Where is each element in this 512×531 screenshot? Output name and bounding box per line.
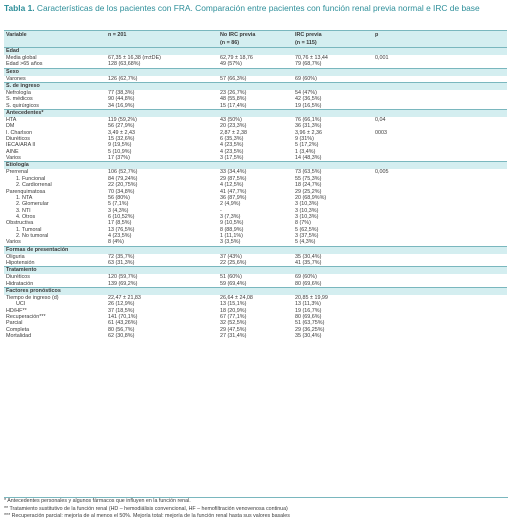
table-cell: 34 (16,9%) bbox=[108, 102, 135, 109]
column-header bbox=[106, 31, 218, 48]
row-label: Edad >65 años bbox=[6, 61, 43, 68]
row-label: S. quirúrgicos bbox=[6, 102, 39, 109]
table-cell: 19 (16,5%) bbox=[295, 102, 322, 109]
row-label: Diuréticos bbox=[6, 274, 30, 281]
section-heading: Sexo bbox=[4, 68, 507, 76]
table-cell: 3 (10,3%) bbox=[295, 201, 319, 208]
table-cell: 37 (18,5%) bbox=[108, 307, 135, 314]
table-cell: 9 (19,5%) bbox=[108, 142, 132, 149]
table-cell: 3,49 ± 2,43 bbox=[108, 129, 135, 136]
table-cell: 5 (10,9%) bbox=[108, 148, 132, 155]
table-cell: 29 (36,25%) bbox=[295, 326, 325, 333]
section-header-row bbox=[4, 83, 507, 91]
column-header-line: (n = 115) bbox=[295, 39, 317, 46]
table-cell: 3 (37,5%) bbox=[295, 232, 319, 239]
row-label: S. médicos bbox=[6, 96, 33, 103]
column-header-line: Variable bbox=[6, 32, 27, 38]
table-row bbox=[4, 103, 507, 110]
table-cell: 35 (30,4%) bbox=[295, 253, 322, 260]
table-cell: 37 (43%) bbox=[220, 253, 242, 260]
row-label: HTA bbox=[6, 117, 17, 124]
footnote: ** Tratamiento sustitutivo de la función renal (HD – hemodiálisis convencional, HF – hemofiltración venovenosa continua) bbox=[4, 505, 288, 512]
table-cell bbox=[373, 103, 507, 110]
table-cell: 70 (34,8%) bbox=[108, 188, 135, 195]
section-header-row bbox=[4, 246, 507, 254]
section-heading: Tratamiento bbox=[4, 267, 507, 275]
table-cell: 3,96 ± 2,36 bbox=[295, 129, 322, 136]
row-label: Hidratación bbox=[6, 280, 34, 287]
table-cell: 9 (31%) bbox=[295, 136, 314, 143]
row-label: Varones bbox=[6, 75, 26, 82]
table-cell: 3 (3,5%) bbox=[220, 239, 241, 246]
table-cell: 20,85 ± 19,99 bbox=[295, 294, 328, 301]
section-header-row bbox=[4, 287, 507, 295]
row-label: 2. No tumoral bbox=[16, 232, 49, 239]
table-cell: 62 (30,8%) bbox=[108, 333, 135, 340]
table-cell: 67 (77,1%) bbox=[220, 314, 247, 320]
table-cell: 141 (70,1%) bbox=[108, 314, 138, 320]
table-cell: 4 (23,5%) bbox=[220, 148, 244, 155]
row-label: Diuréticos bbox=[6, 136, 30, 143]
table-cell: 41 (47,7%) bbox=[220, 188, 247, 195]
row-label: UCI bbox=[16, 301, 26, 308]
table-cell: 18 (24,7%) bbox=[295, 182, 322, 189]
table-cell bbox=[373, 260, 507, 267]
table-cell: 43 (50%) bbox=[220, 117, 242, 124]
table-cell: 3 (10,3%) bbox=[295, 213, 319, 220]
table-cell: 14 (48,3%) bbox=[295, 155, 322, 162]
column-header bbox=[4, 31, 106, 48]
row-label: IECA/ARA II bbox=[6, 142, 36, 149]
table-cell: 3 (7,3%) bbox=[220, 213, 241, 220]
table-cell: 48 (55,8%) bbox=[220, 96, 247, 103]
table-cell: 29 (87,5%) bbox=[220, 175, 247, 182]
table-cell: 80 (69,6%) bbox=[295, 314, 322, 320]
table-row bbox=[4, 260, 507, 267]
table-cell: 13 (15,1%) bbox=[220, 301, 247, 308]
table-cell: 5 (17,2%) bbox=[295, 142, 319, 149]
table-cell: 8 (7%) bbox=[295, 220, 311, 227]
table-cell: 6 (10,52%) bbox=[108, 213, 135, 220]
table-cell: 6 (35,3%) bbox=[220, 136, 244, 143]
table-cell: 70,76 ± 13,44 bbox=[295, 55, 328, 61]
table-cell bbox=[373, 239, 507, 246]
footnote: * Antecedentes personales y algunos fármacos que influyen en la función renal. bbox=[4, 498, 191, 504]
table-cell: 13 (76,5%) bbox=[108, 226, 135, 233]
table-cell: 62,79 ± 18,76 bbox=[220, 55, 253, 61]
section-heading: Antecedentes* bbox=[4, 110, 507, 118]
row-label: Prerrenal bbox=[6, 169, 29, 176]
row-label: Recuperación*** bbox=[6, 314, 46, 320]
table-body bbox=[4, 48, 507, 340]
table-cell: 5 (4,3%) bbox=[295, 239, 316, 246]
table-cell: 126 (62,7%) bbox=[108, 75, 138, 82]
table-cell: 5 (62,5%) bbox=[295, 226, 319, 233]
table-cell: 4 (23,5%) bbox=[108, 232, 132, 239]
table-cell: 57 (66,3%) bbox=[220, 75, 247, 82]
table-cell: 56 (27,9%) bbox=[108, 123, 135, 130]
table-cell: 61 (43,26%) bbox=[108, 320, 138, 327]
table-cell: 56 (80%) bbox=[108, 194, 130, 201]
table-cell: 51 (60%) bbox=[220, 274, 242, 281]
table-cell: 3 (10,3%) bbox=[295, 207, 319, 214]
table-cell: 2,87 ± 2,38 bbox=[220, 129, 247, 136]
table-cell: 42 (36,5%) bbox=[295, 96, 322, 103]
table-cell: 8 (88,9%) bbox=[220, 226, 244, 233]
table-cell: 26 (12,9%) bbox=[108, 301, 135, 308]
footnote: *** Recuperación parcial: mejoría de al menos el 50%. Mejoría total: mejoría de la función renal hasta sus valores basales bbox=[4, 513, 290, 520]
column-header-line: IRC previa bbox=[295, 32, 322, 38]
table-cell: 3 (17,5%) bbox=[220, 155, 244, 162]
row-label: Parenquimatosa bbox=[6, 188, 46, 195]
table-cell: 20 (68,9%%) bbox=[295, 194, 327, 201]
row-label: Nefrología bbox=[6, 90, 31, 97]
table-cell: 90 (44,8%) bbox=[108, 96, 135, 103]
table-cell: 41 (35,7%) bbox=[295, 259, 322, 266]
row-label: Varios bbox=[6, 155, 21, 162]
table-cell: 3 (4,3%) bbox=[108, 207, 129, 214]
table-caption bbox=[4, 3, 508, 14]
table-cell bbox=[373, 61, 507, 68]
table-cell: 0,04 bbox=[375, 117, 386, 124]
table-cell: 72 (35,7%) bbox=[108, 253, 135, 260]
table-cell: 0003 bbox=[375, 129, 387, 136]
table-cell: 9 (10,5%) bbox=[220, 220, 244, 227]
table-cell: 51 (63,75%) bbox=[295, 320, 325, 327]
row-label: 1. Funcional bbox=[16, 175, 46, 182]
table-cell: 13 (11,3%) bbox=[295, 301, 321, 308]
row-label: 2. Cardiorrenal bbox=[16, 182, 52, 189]
table-cell: 59 (69,4%) bbox=[220, 280, 247, 287]
table-row bbox=[4, 61, 507, 68]
row-label: HD/HF** bbox=[6, 307, 27, 314]
table-cell: 128 (63,68%) bbox=[108, 61, 141, 68]
table-cell: 29 (47,5%) bbox=[220, 326, 247, 333]
table-cell: 4 (12,5%) bbox=[220, 182, 244, 189]
column-header bbox=[218, 31, 293, 48]
table-cell: 15 (32,6%) bbox=[108, 136, 135, 143]
row-label: Obstructiva bbox=[6, 220, 34, 227]
table-cell: 77 (38,3%) bbox=[108, 90, 135, 97]
row-label: 2. Glomerular bbox=[16, 201, 49, 208]
row-label: Parcial bbox=[6, 320, 23, 327]
section-header-row bbox=[4, 162, 507, 170]
table-cell: 84 (79,24%) bbox=[108, 175, 138, 182]
column-header bbox=[373, 31, 507, 48]
column-header-line: No IRC previa bbox=[220, 32, 256, 38]
table-cell: 139 (69,2%) bbox=[108, 280, 138, 287]
table-cell: 54 (47%) bbox=[295, 90, 317, 97]
table-cell: 0,005 bbox=[375, 169, 389, 176]
table-cell: 29 (25,2%) bbox=[295, 188, 322, 195]
table-cell: 69 (60%) bbox=[295, 274, 317, 281]
table-cell: 8 (4%) bbox=[108, 239, 124, 246]
row-label: 1. Tumoral bbox=[16, 226, 42, 233]
column-header-line: p bbox=[375, 32, 379, 38]
row-label: 1. NTA bbox=[16, 194, 33, 201]
table-cell bbox=[373, 76, 507, 83]
row-label: I. Charlson bbox=[6, 129, 33, 136]
table-cell: 36 (31,3%) bbox=[295, 123, 322, 130]
table-cell: 120 (59,7%) bbox=[108, 274, 138, 281]
row-label: Media global bbox=[6, 55, 37, 61]
table-cell: 27 (31,4%) bbox=[220, 333, 247, 340]
table-cell: 32 (52,5%) bbox=[220, 320, 247, 327]
table-cell: 76 (66,1%) bbox=[295, 117, 322, 124]
table-row bbox=[4, 333, 507, 339]
column-header-line: n = 201 bbox=[108, 32, 127, 38]
table-cell bbox=[373, 281, 507, 288]
section-heading: S. de ingreso bbox=[4, 83, 507, 91]
section-header-row bbox=[4, 267, 507, 275]
table-cell: 119 (59,2%) bbox=[108, 117, 137, 124]
table-row bbox=[4, 155, 507, 162]
section-header-row bbox=[4, 68, 507, 76]
table-cell: 2 (4,9%) bbox=[220, 201, 241, 208]
column-header bbox=[293, 31, 373, 48]
table-row bbox=[4, 76, 507, 83]
table-cell: 4 (23,5%) bbox=[220, 142, 244, 149]
table-cell: 79 (68,7%) bbox=[295, 61, 322, 68]
row-label: Oliguria bbox=[6, 253, 25, 260]
header-row bbox=[4, 31, 507, 48]
table-cell: 36 (87,9%) bbox=[220, 194, 247, 201]
table-row bbox=[4, 239, 507, 246]
section-heading: Factores pronósticos bbox=[4, 287, 507, 295]
table-cell: 80 (56,7%) bbox=[108, 326, 135, 333]
table-cell: 35 (30,4%) bbox=[295, 333, 322, 340]
table-cell: 33 (34,4%) bbox=[220, 169, 247, 176]
footnotes bbox=[4, 497, 508, 521]
table-cell: 80 (69,6%) bbox=[295, 280, 322, 287]
section-heading: Etiología bbox=[4, 162, 507, 170]
table-cell: 26,64 ± 24,08 bbox=[220, 294, 253, 301]
column-header-line: (n = 86) bbox=[220, 39, 240, 46]
table-cell: 0,001 bbox=[375, 55, 389, 61]
table-cell: 22 (20,75%) bbox=[108, 182, 138, 189]
table-cell: 55 (75,3%) bbox=[295, 175, 322, 182]
table-cell: 17 (37%) bbox=[108, 155, 130, 162]
section-header-row bbox=[4, 110, 507, 118]
row-label: DM bbox=[6, 123, 15, 130]
table-cell: 1 (3,4%) bbox=[295, 148, 316, 155]
table-cell: 106 (52,7%) bbox=[108, 169, 138, 176]
table-cell: 19 (16,7%) bbox=[295, 307, 322, 314]
caption-label: Tabla 1. bbox=[4, 3, 35, 13]
table-cell bbox=[373, 333, 507, 339]
table-cell: 69 (60%) bbox=[295, 75, 317, 82]
table-cell: 63 (31,3%) bbox=[108, 259, 135, 266]
patient-characteristics-table bbox=[4, 30, 507, 339]
section-header-row bbox=[4, 48, 507, 56]
table-cell bbox=[373, 155, 507, 162]
table-cell: 15 (17,4%) bbox=[220, 102, 247, 109]
table-cell: 49 (57%) bbox=[220, 61, 242, 68]
row-label: Mortalidad bbox=[6, 333, 32, 340]
row-label: Tiempo de ingreso (d) bbox=[6, 294, 59, 301]
table-cell: 22,47 ± 21,83 bbox=[108, 294, 141, 301]
table-cell: - bbox=[220, 207, 222, 214]
table-cell: 20 (23,3%) bbox=[220, 123, 247, 130]
section-heading: Formas de presentación bbox=[4, 246, 507, 254]
row-label: Completa bbox=[6, 326, 30, 333]
row-label: Hipotensión bbox=[6, 259, 35, 266]
row-label: 3. NTI bbox=[16, 207, 31, 214]
table-cell: 18 (20,9%) bbox=[220, 307, 247, 314]
table-cell: 73 (63,5%) bbox=[295, 169, 322, 176]
table-cell: 22 (25,6%) bbox=[220, 259, 247, 266]
table-cell: 23 (26,7%) bbox=[220, 90, 247, 97]
row-label: 4. Otros bbox=[16, 213, 36, 220]
table-cell: 67,35 ± 16,38 (m±DE) bbox=[108, 55, 161, 61]
table-cell: 1 (11,1%) bbox=[220, 232, 243, 239]
row-label: Varios bbox=[6, 239, 21, 246]
row-label: AINE bbox=[6, 148, 19, 155]
table-row bbox=[4, 281, 507, 288]
section-heading: Edad bbox=[4, 48, 507, 56]
caption-text: Características de los pacientes con FRA. Comparación entre pacientes con función renal previa normal e IRC de base bbox=[36, 3, 480, 13]
table-cell: 5 (7,1%) bbox=[108, 201, 129, 208]
table-cell: 17 (8,5%) bbox=[108, 220, 132, 227]
